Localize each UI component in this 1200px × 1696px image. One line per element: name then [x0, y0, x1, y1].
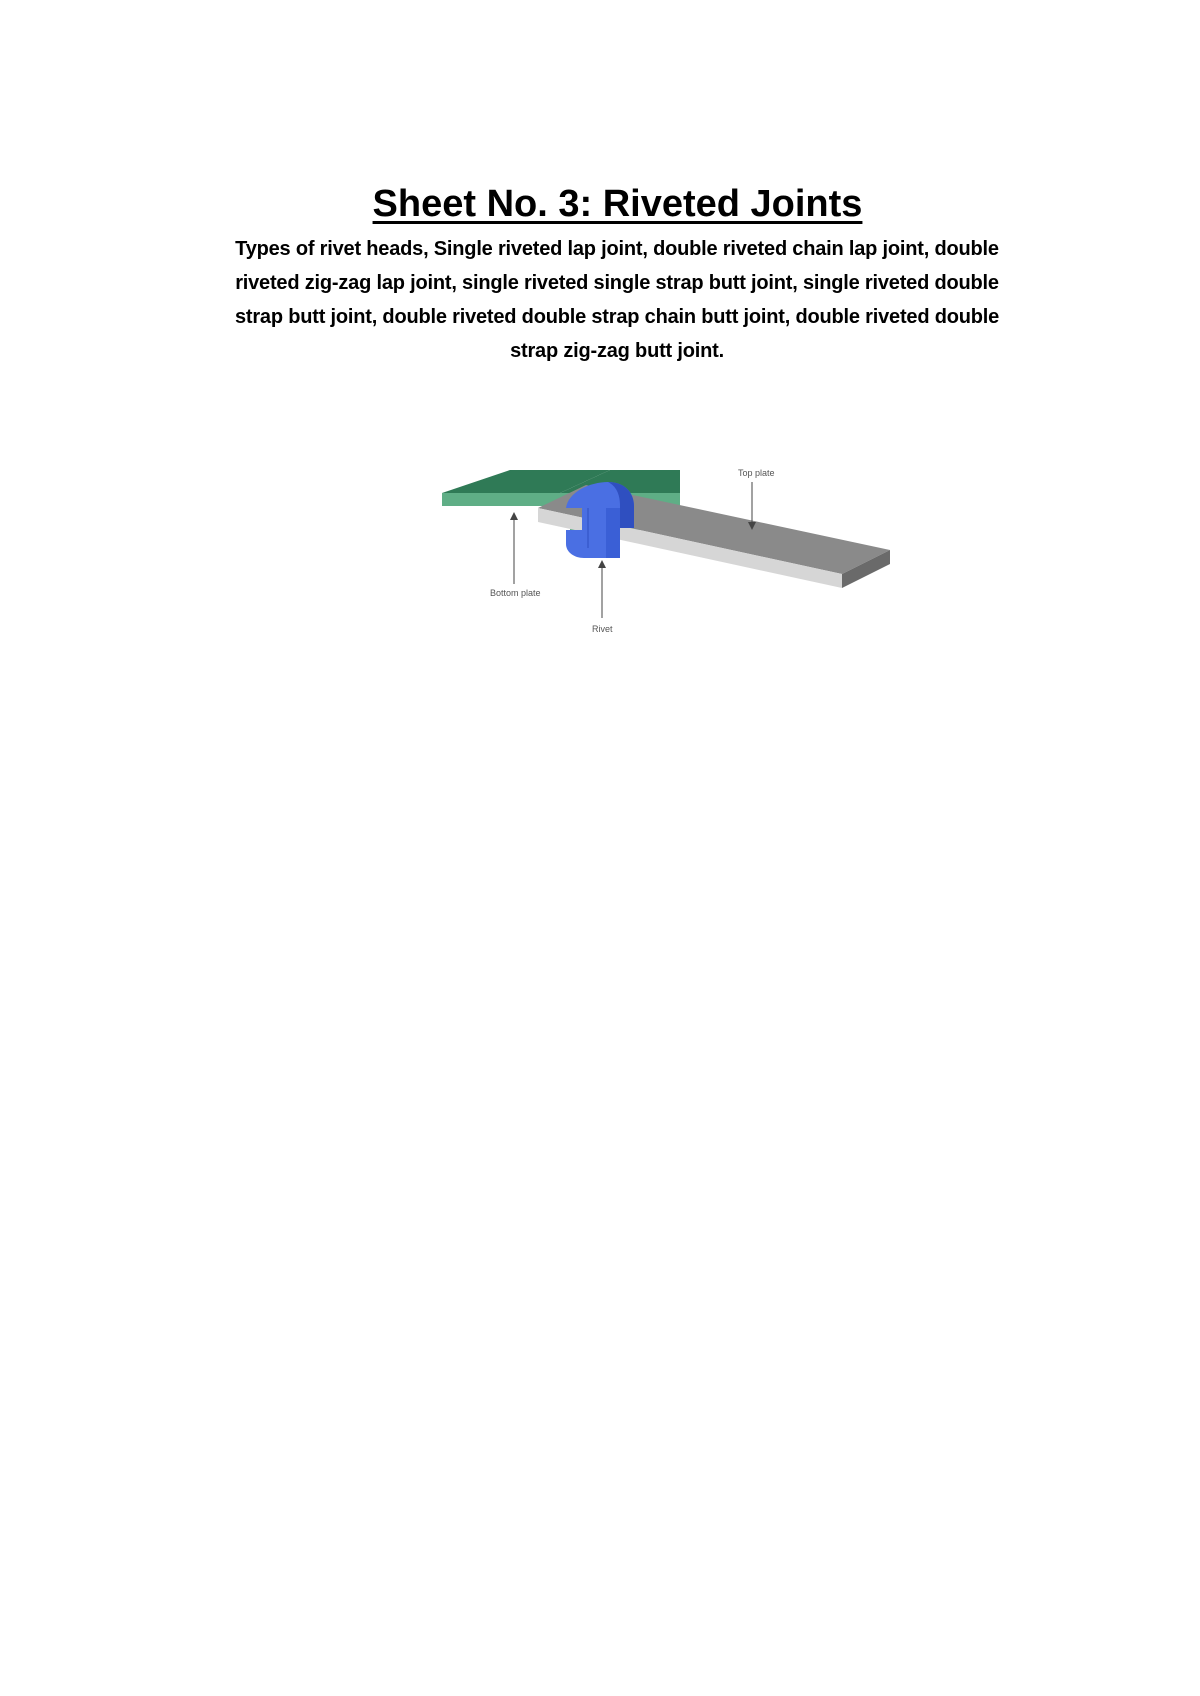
page-title: Sheet No. 3: Riveted Joints [372, 183, 863, 225]
bottom-plate-label: Bottom plate [490, 588, 541, 598]
riveted-lap-joint-figure [430, 448, 910, 648]
top-plate-label: Top plate [738, 468, 775, 478]
rivet-callout [592, 560, 613, 634]
page-description: Types of rivet heads, Single riveted lap joint, double riveted chain lap joint, double riveted zig-zag lap joint, single riveted single strap butt joint, single riveted double strap butt joint, double riveted double strap chain butt joint, double riveted double strap zig-zag butt joint. [234, 238, 1000, 362]
riveted-lap-joint-illustration [430, 448, 910, 648]
bottom-plate-callout [490, 512, 541, 598]
rivet-label: Rivet [592, 624, 613, 634]
